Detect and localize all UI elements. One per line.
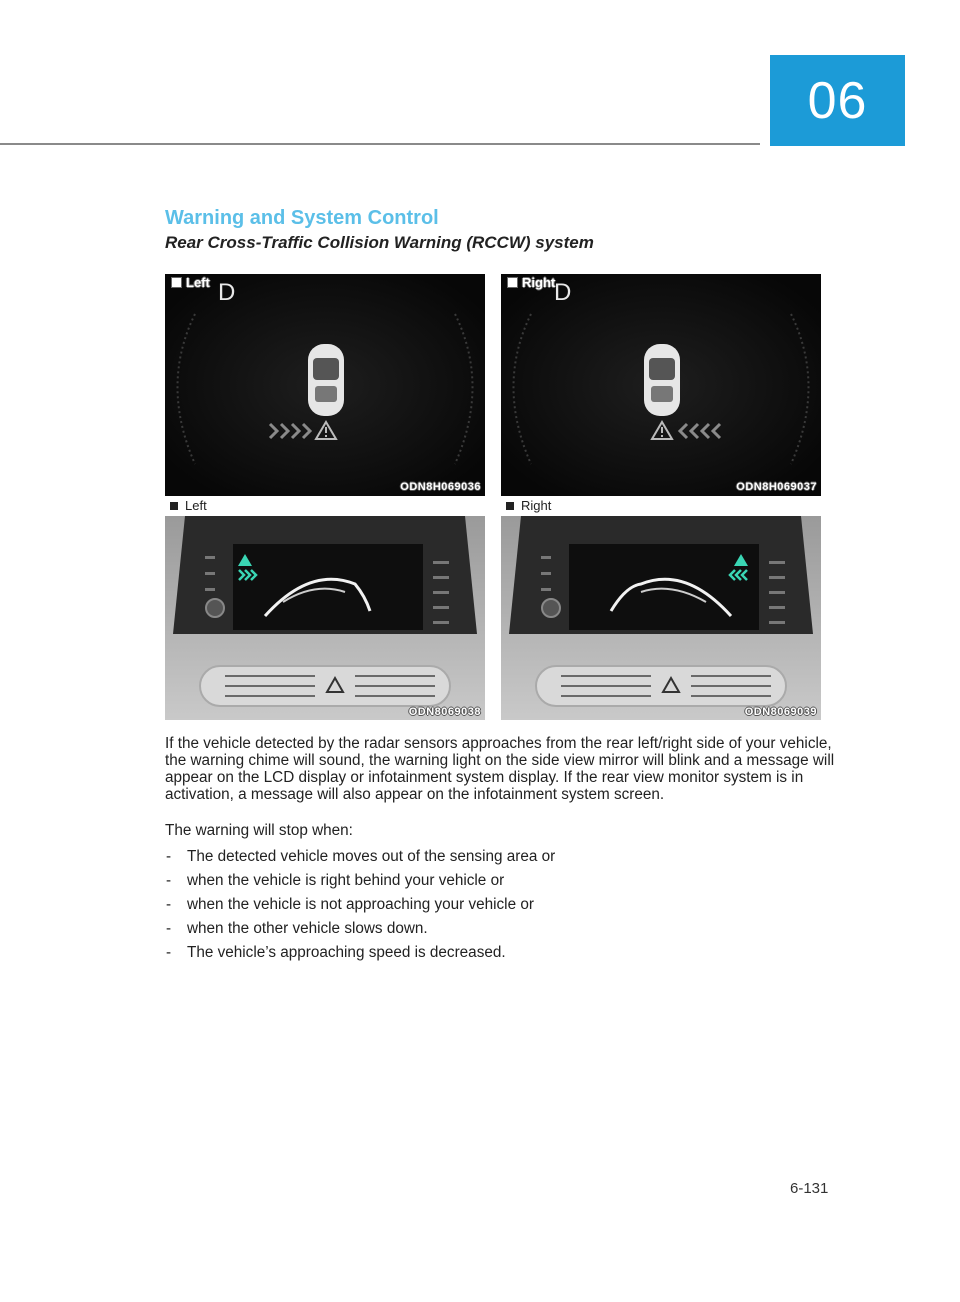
- cluster-right-label: Right: [507, 275, 555, 290]
- list-item: - The vehicle’s approaching speed is decreased.: [165, 941, 845, 965]
- figure-code: ODN8H069037: [736, 481, 817, 493]
- infotainment-right-figure: [501, 516, 821, 720]
- car-top-view-icon: [308, 344, 344, 416]
- chapter-tab: 06: [770, 55, 905, 146]
- page-number: 6-131: [790, 1180, 829, 1197]
- figure-code: ODN8H069036: [400, 481, 481, 493]
- car-top-view-icon: [644, 344, 680, 416]
- cluster-right-illustration: [501, 274, 821, 496]
- list-item: - The detected vehicle moves out of the sensing area or: [165, 845, 845, 869]
- gear-indicator: D: [218, 279, 236, 306]
- section-subtitle: Rear Cross-Traffic Collision Warning (RCCW) system: [165, 233, 594, 252]
- body-paragraph: If the vehicle detected by the radar sensors approaches from the rear left/right side of your vehicle, the warning chime will sound, the warning light on the side view mirror will blink and a message will appear on the LCD display or infotainment system display. If the rear view monitor system is in activation, a message will also appear on the infotainment system screen.: [165, 735, 835, 803]
- figure-code: ODN8069038: [408, 706, 481, 718]
- header-rule: [0, 143, 760, 145]
- gear-indicator: D: [554, 279, 572, 306]
- infotainment-left-illustration: [165, 516, 485, 720]
- cluster-right-figure: [501, 274, 821, 496]
- figure-code: ODN8069039: [744, 706, 817, 718]
- infotainment-left-label: Left: [170, 498, 207, 513]
- section-title: Warning and System Control: [165, 207, 439, 229]
- infotainment-right-illustration: [501, 516, 821, 720]
- stop-intro: The warning will stop when:: [165, 822, 353, 839]
- cluster-left-illustration: [165, 274, 485, 496]
- cluster-left-figure: [165, 274, 485, 496]
- list-item: - when the other vehicle slows down.: [165, 917, 845, 941]
- list-item: - when the vehicle is right behind your vehicle or: [165, 869, 845, 893]
- list-item: - when the vehicle is not approaching your vehicle or: [165, 893, 845, 917]
- infotainment-left-figure: [165, 516, 485, 720]
- cluster-left-label: Left: [171, 275, 210, 290]
- stop-conditions-list: [165, 845, 845, 965]
- body-text: [165, 735, 845, 965]
- infotainment-right-label: Right: [506, 498, 551, 513]
